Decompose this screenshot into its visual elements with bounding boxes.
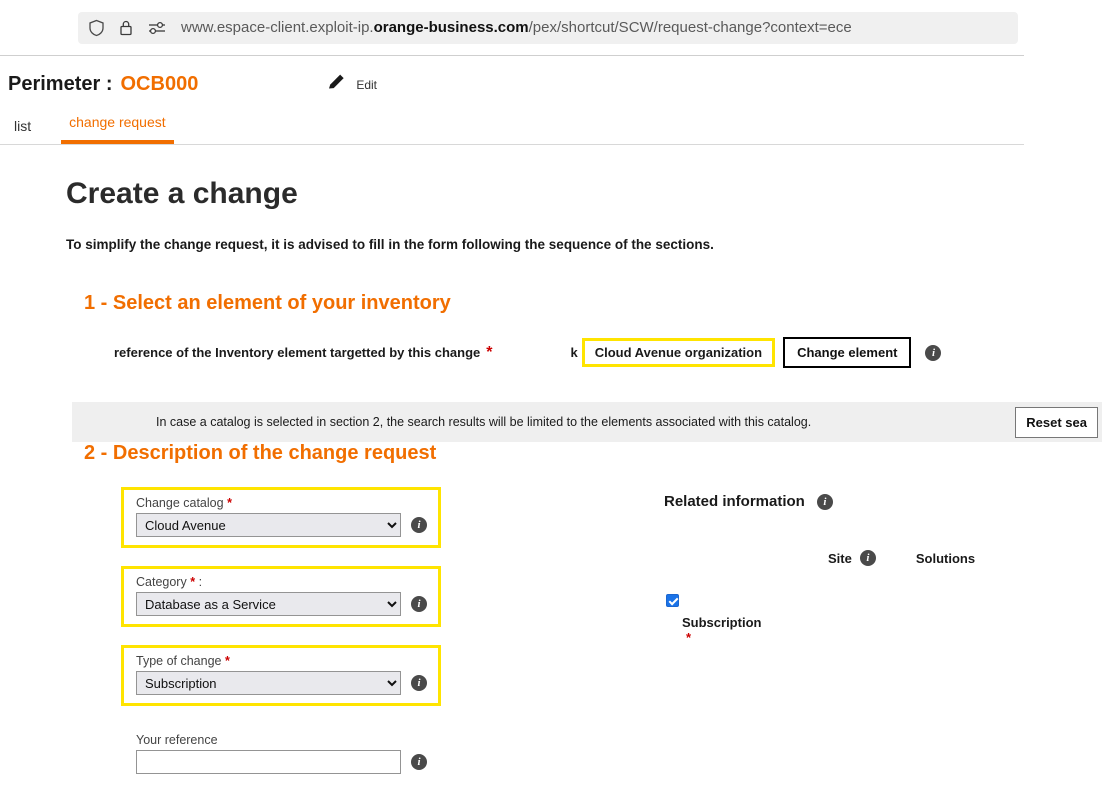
- tab-change-request[interactable]: change request: [61, 114, 174, 144]
- url-text[interactable]: [181, 19, 852, 36]
- section-2-heading: 2 - Description of the change request: [84, 442, 437, 464]
- field-category: [121, 566, 441, 627]
- required-asterisk: *: [486, 343, 493, 361]
- browser-url-bar: [0, 0, 1024, 56]
- category-suffix: :: [198, 575, 203, 589]
- related-columns-header: [828, 550, 975, 566]
- url-host: orange-business.com: [373, 19, 529, 36]
- related-information-title-text: Related information: [664, 493, 805, 510]
- url-field[interactable]: [78, 12, 1018, 44]
- lock-icon: [119, 19, 133, 37]
- tab-list[interactable]: list: [14, 118, 32, 134]
- column-site: [828, 550, 876, 566]
- pencil-icon: [326, 72, 348, 97]
- your-reference-input[interactable]: [136, 750, 401, 774]
- selected-element-highlight: [582, 338, 775, 367]
- change-catalog-row: [136, 513, 430, 537]
- info-icon[interactable]: i: [925, 345, 941, 361]
- field-type-of-change: [121, 645, 441, 706]
- page-title: Create a change: [66, 177, 298, 210]
- your-reference-label-text: Your reference: [136, 733, 218, 747]
- reset-search-button[interactable]: Reset sea: [1015, 407, 1098, 438]
- change-catalog-required: *: [227, 496, 232, 510]
- column-site-label: Site: [828, 550, 852, 566]
- info-icon[interactable]: i: [411, 675, 427, 691]
- related-information-title: [664, 493, 975, 510]
- subscription-checkbox[interactable]: [666, 594, 679, 607]
- category-row: [136, 592, 430, 616]
- your-reference-row: [136, 750, 430, 774]
- type-of-change-required: *: [224, 654, 230, 668]
- selected-element-value: Cloud Avenue organization: [594, 345, 763, 360]
- inventory-field-label: reference of the Inventory element targetted by this change: [114, 345, 481, 360]
- change-catalog-label: [136, 496, 430, 510]
- field-your-reference: [121, 724, 441, 785]
- permissions-icon[interactable]: [147, 19, 167, 37]
- section-1-heading: 1 - Select an element of your inventory: [84, 292, 451, 314]
- change-catalog-label-text: Change catalog: [136, 496, 224, 510]
- column-solutions: [916, 551, 975, 566]
- perimeter-bar: [0, 56, 1024, 103]
- category-label: [136, 575, 430, 589]
- type-of-change-select[interactable]: [136, 671, 401, 695]
- info-icon[interactable]: i: [860, 550, 876, 566]
- subscription-required: *: [686, 630, 692, 645]
- edit-perimeter-button[interactable]: [326, 72, 377, 97]
- type-of-change-row: [136, 671, 430, 695]
- url-prefix: www.espace-client.exploit-ip.: [181, 19, 374, 36]
- shield-icon: [88, 19, 105, 37]
- partial-text: k: [570, 345, 578, 360]
- change-catalog-select[interactable]: [136, 513, 401, 537]
- perimeter-label: Perimeter :: [8, 73, 113, 95]
- form-area: [66, 487, 1024, 793]
- inventory-element-row: [114, 337, 1024, 368]
- info-icon[interactable]: i: [411, 596, 427, 612]
- field-change-catalog: [121, 487, 441, 548]
- info-icon[interactable]: i: [411, 754, 427, 770]
- category-required: *: [190, 575, 196, 589]
- column-solutions-label: Solutions: [915, 550, 976, 566]
- related-information-panel: [606, 487, 975, 793]
- category-label-text: Category: [136, 575, 187, 589]
- perimeter-value: OCB000: [120, 73, 199, 95]
- change-element-button[interactable]: Change element: [783, 337, 911, 368]
- catalog-notice-bar: [72, 402, 1102, 442]
- category-select[interactable]: [136, 592, 401, 616]
- info-icon[interactable]: i: [411, 517, 427, 533]
- your-reference-label: [136, 733, 430, 747]
- main-content: [0, 145, 1087, 793]
- subscription-label: Subscription: [682, 615, 762, 630]
- form-left-column: [66, 487, 606, 793]
- tab-bar: [0, 103, 1024, 145]
- url-path: /pex/shortcut/SCW/request-change?context=ece: [528, 19, 852, 36]
- notice-text: In case a catalog is selected in section 2, the search results will be limited to the elements associated with this catalog.: [156, 415, 812, 429]
- type-of-change-label: [136, 654, 430, 668]
- subscription-row: [664, 594, 975, 645]
- type-of-change-label-text: Type of change: [136, 654, 222, 668]
- edit-label: Edit: [356, 77, 377, 92]
- info-icon[interactable]: i: [817, 494, 833, 510]
- intro-text: To simplify the change request, it is advised to fill in the form following the sequence of the sections.: [66, 237, 714, 252]
